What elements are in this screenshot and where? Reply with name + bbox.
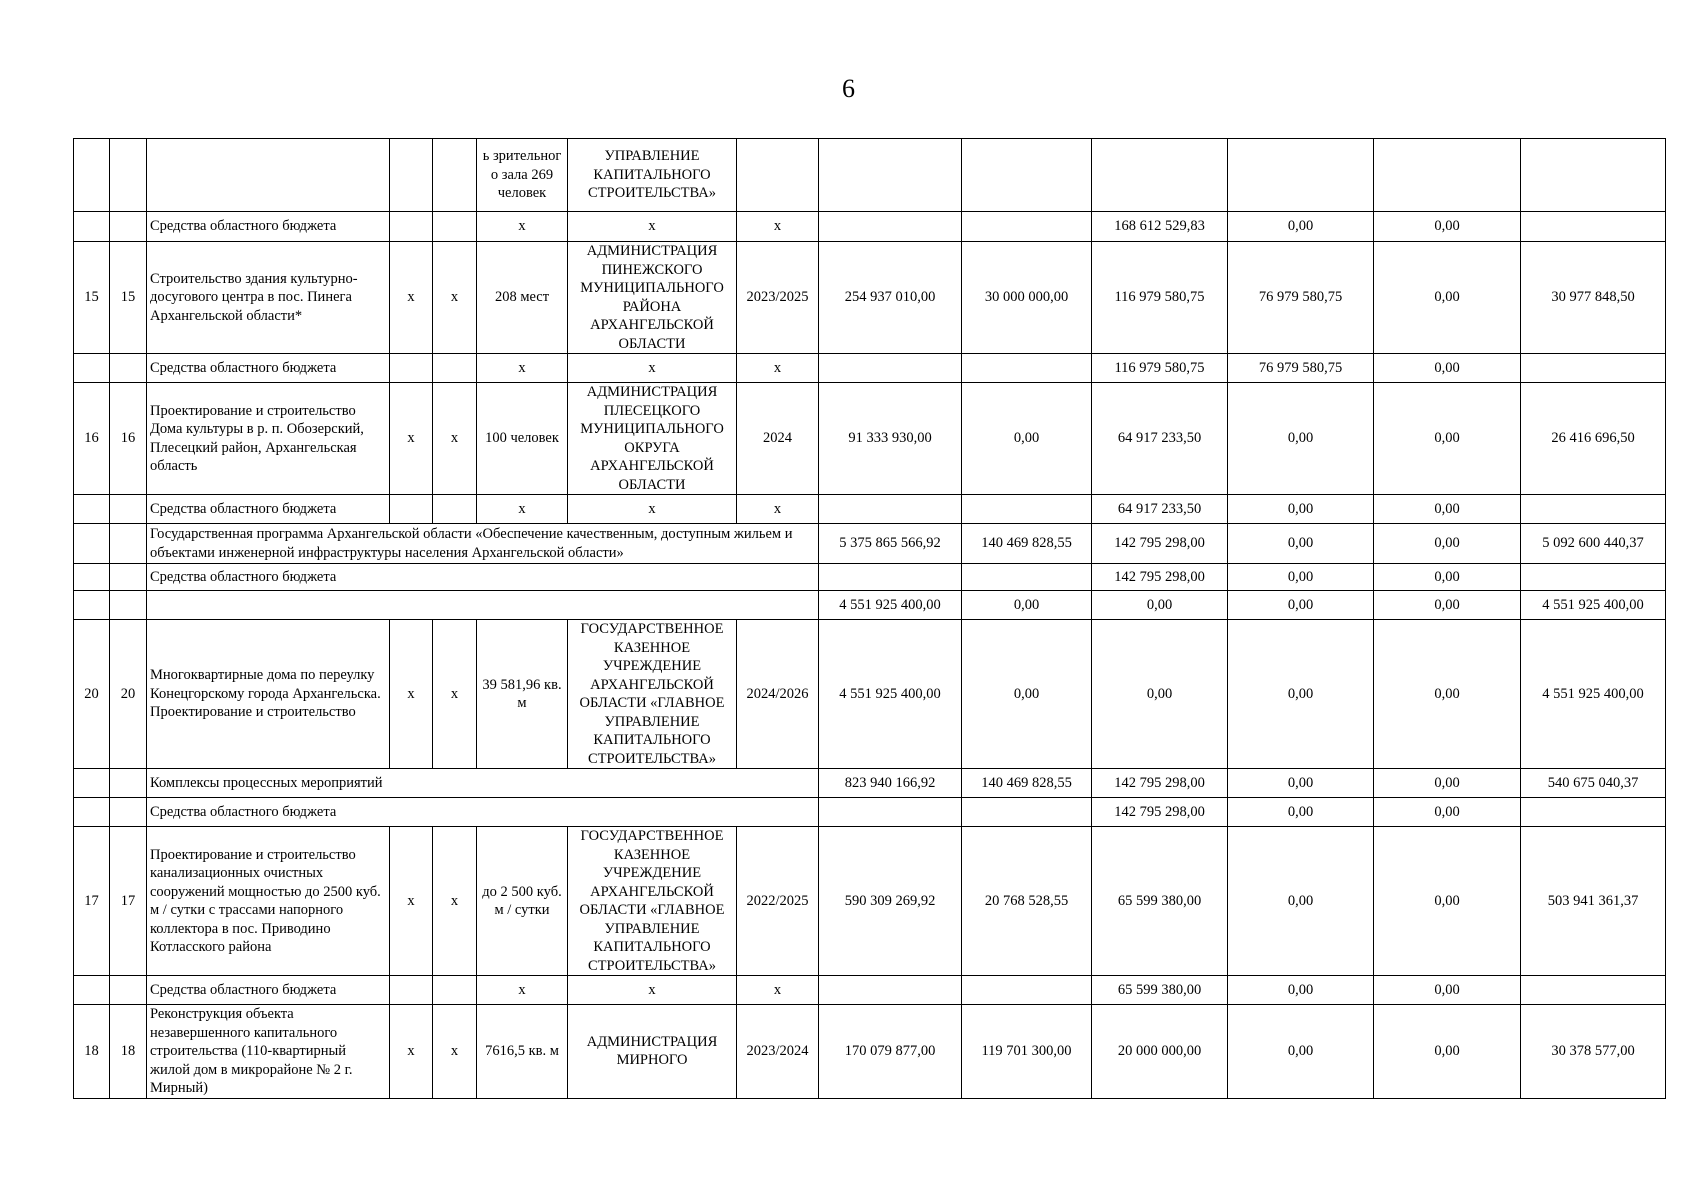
program-label: Комплексы процессных мероприятий <box>147 769 819 798</box>
amount-v4 <box>1228 139 1374 212</box>
mark-cell <box>390 495 433 524</box>
mark-cell: х <box>390 620 433 769</box>
table-row <box>74 242 1666 354</box>
amount-v5: 0,00 <box>1374 798 1521 827</box>
table-row <box>74 212 1666 242</box>
mark-cell <box>433 212 477 242</box>
capacity-cell: ь зрительног о зала 269 человек <box>477 139 568 212</box>
capacity-cell: 7616,5 кв. м <box>477 1005 568 1099</box>
mark-cell: х <box>568 212 737 242</box>
object-name <box>147 139 390 212</box>
object-name: Реконструкция объекта незавершенного капитального строительства (110-квартирный жилой дом в микрорайоне № 2 г. Мирный) <box>147 1005 390 1099</box>
amount-v1: 4 551 925 400,00 <box>819 620 962 769</box>
amount-v1 <box>819 139 962 212</box>
amount-v4: 0,00 <box>1228 495 1374 524</box>
mark-cell: х <box>390 242 433 354</box>
mark-cell: х <box>390 383 433 495</box>
table-row <box>74 769 1666 798</box>
amount-v5: 0,00 <box>1374 976 1521 1005</box>
period-cell: 2024/2026 <box>737 620 819 769</box>
amount-v3: 116 979 580,75 <box>1092 242 1228 354</box>
organization-cell: ГОСУДАРСТВЕННОЕ КАЗЕННОЕ УЧРЕЖДЕНИЕ АРХАНГЕЛЬСКОЙ ОБЛАСТИ «ГЛАВНОЕ УПРАВЛЕНИЕ КАПИТАЛЬНОГО СТРОИТЕЛЬСТВА» <box>568 620 737 769</box>
mark-cell <box>433 976 477 1005</box>
row-number-secondary <box>110 591 147 620</box>
amount-v4: 76 979 580,75 <box>1228 354 1374 383</box>
amount-v3: 116 979 580,75 <box>1092 354 1228 383</box>
amount-v1: 5 375 865 566,92 <box>819 524 962 564</box>
row-number: 15 <box>74 242 110 354</box>
amount-v4: 0,00 <box>1228 769 1374 798</box>
row-number-secondary: 17 <box>110 827 147 976</box>
mark-cell <box>390 212 433 242</box>
row-number-secondary: 20 <box>110 620 147 769</box>
amount-v5: 0,00 <box>1374 524 1521 564</box>
organization-cell: АДМИНИСТРАЦИЯ ПЛЕСЕЦКОГО МУНИЦИПАЛЬНОГО ОКРУГА АРХАНГЕЛЬСКОЙ ОБЛАСТИ <box>568 383 737 495</box>
object-name: Проектирование и строительство Дома культуры в р. п. Обозерский, Плесецкий район, Архангельская область <box>147 383 390 495</box>
row-number <box>74 591 110 620</box>
budget-source-label: Средства областного бюджета <box>147 976 390 1005</box>
row-number: 18 <box>74 1005 110 1099</box>
period-cell: 2024 <box>737 383 819 495</box>
object-name: Строительство здания культурно-досугового центра в пос. Пинега Архангельской области* <box>147 242 390 354</box>
amount-v6 <box>1521 212 1666 242</box>
amount-v3: 64 917 233,50 <box>1092 383 1228 495</box>
amount-v5: 0,00 <box>1374 383 1521 495</box>
table-row <box>74 798 1666 827</box>
amount-v5: 0,00 <box>1374 827 1521 976</box>
table-row <box>74 495 1666 524</box>
mark-cell: х <box>390 827 433 976</box>
program-label: Государственная программа Архангельской области «Обеспечение качественным, доступным жильем и объектами инженерной инфраструктуры населения Архангельской области» <box>147 524 819 564</box>
mark-cell: х <box>433 1005 477 1099</box>
budget-source-label: Средства областного бюджета <box>147 354 390 383</box>
amount-v4: 76 979 580,75 <box>1228 242 1374 354</box>
mark-cell <box>390 139 433 212</box>
amount-v4: 0,00 <box>1228 620 1374 769</box>
amount-v6 <box>1521 139 1666 212</box>
amount-v1: 170 079 877,00 <box>819 1005 962 1099</box>
amount-v3: 20 000 000,00 <box>1092 1005 1228 1099</box>
amount-v4: 0,00 <box>1228 383 1374 495</box>
row-number: 17 <box>74 827 110 976</box>
mark-cell: х <box>433 242 477 354</box>
amount-v2: 30 000 000,00 <box>962 242 1092 354</box>
budget-table <box>73 138 1666 1099</box>
amount-v6: 503 941 361,37 <box>1521 827 1666 976</box>
amount-v4: 0,00 <box>1228 591 1374 620</box>
amount-v1 <box>819 976 962 1005</box>
amount-v2 <box>962 976 1092 1005</box>
amount-v2: 0,00 <box>962 591 1092 620</box>
mark-cell <box>433 354 477 383</box>
amount-v1: 823 940 166,92 <box>819 769 962 798</box>
amount-v5: 0,00 <box>1374 1005 1521 1099</box>
row-number-secondary <box>110 976 147 1005</box>
organization-cell: ГОСУДАРСТВЕННОЕ КАЗЕННОЕ УЧРЕЖДЕНИЕ АРХАНГЕЛЬСКОЙ ОБЛАСТИ «ГЛАВНОЕ УПРАВЛЕНИЕ КАПИТАЛЬНОГО СТРОИТЕЛЬСТВА» <box>568 827 737 976</box>
amount-v2: 0,00 <box>962 620 1092 769</box>
amount-v6 <box>1521 564 1666 591</box>
amount-v5: 0,00 <box>1374 495 1521 524</box>
mark-cell: х <box>390 1005 433 1099</box>
table-row <box>74 620 1666 769</box>
amount-v2: 20 768 528,55 <box>962 827 1092 976</box>
mark-cell: х <box>568 495 737 524</box>
amount-v6: 4 551 925 400,00 <box>1521 591 1666 620</box>
amount-v3: 65 599 380,00 <box>1092 827 1228 976</box>
period-cell: 2023/2025 <box>737 242 819 354</box>
amount-v1: 4 551 925 400,00 <box>819 591 962 620</box>
row-number <box>74 976 110 1005</box>
amount-v2 <box>962 495 1092 524</box>
amount-v6: 4 551 925 400,00 <box>1521 620 1666 769</box>
amount-v3: 142 795 298,00 <box>1092 769 1228 798</box>
mark-cell: х <box>477 495 568 524</box>
mark-cell: х <box>477 354 568 383</box>
table-row <box>74 827 1666 976</box>
mark-cell: х <box>433 383 477 495</box>
amount-v1 <box>819 495 962 524</box>
capacity-cell: до 2 500 куб. м / сутки <box>477 827 568 976</box>
mark-cell: х <box>477 976 568 1005</box>
amount-v5: 0,00 <box>1374 212 1521 242</box>
mark-cell: х <box>477 212 568 242</box>
amount-v6: 5 092 600 440,37 <box>1521 524 1666 564</box>
table-row <box>74 1005 1666 1099</box>
amount-v5: 0,00 <box>1374 354 1521 383</box>
row-number-secondary: 18 <box>110 1005 147 1099</box>
table-row <box>74 564 1666 591</box>
table-row <box>74 139 1666 212</box>
row-number-secondary <box>110 495 147 524</box>
budget-source-label: Средства областного бюджета <box>147 564 819 591</box>
amount-v3 <box>1092 139 1228 212</box>
mark-cell <box>390 976 433 1005</box>
table-row <box>74 524 1666 564</box>
row-number <box>74 524 110 564</box>
amount-v6 <box>1521 354 1666 383</box>
mark-cell: х <box>568 976 737 1005</box>
row-number-secondary <box>110 354 147 383</box>
mark-cell <box>433 139 477 212</box>
amount-v4: 0,00 <box>1228 524 1374 564</box>
amount-v3: 64 917 233,50 <box>1092 495 1228 524</box>
amount-v2 <box>962 139 1092 212</box>
organization-cell: АДМИНИСТРАЦИЯ ПИНЕЖСКОГО МУНИЦИПАЛЬНОГО РАЙОНА АРХАНГЕЛЬСКОЙ ОБЛАСТИ <box>568 242 737 354</box>
organization-cell: АДМИНИСТРАЦИЯ МИРНОГО <box>568 1005 737 1099</box>
mark-cell: х <box>737 354 819 383</box>
mark-cell: х <box>737 495 819 524</box>
amount-v3: 0,00 <box>1092 591 1228 620</box>
row-number-secondary: 16 <box>110 383 147 495</box>
amount-v6: 540 675 040,37 <box>1521 769 1666 798</box>
row-number <box>74 495 110 524</box>
amount-v5: 0,00 <box>1374 564 1521 591</box>
table-row <box>74 591 1666 620</box>
row-number <box>74 212 110 242</box>
amount-v6: 30 378 577,00 <box>1521 1005 1666 1099</box>
amount-v6 <box>1521 798 1666 827</box>
row-number-secondary <box>110 564 147 591</box>
amount-v2 <box>962 564 1092 591</box>
row-number: 16 <box>74 383 110 495</box>
amount-v1 <box>819 798 962 827</box>
table-row <box>74 976 1666 1005</box>
mark-cell: х <box>433 827 477 976</box>
period-cell: 2023/2024 <box>737 1005 819 1099</box>
mark-cell: х <box>737 212 819 242</box>
amount-v1: 254 937 010,00 <box>819 242 962 354</box>
row-number-secondary <box>110 212 147 242</box>
period-cell: 2022/2025 <box>737 827 819 976</box>
budget-source-label: Средства областного бюджета <box>147 798 819 827</box>
budget-source-label: Средства областного бюджета <box>147 212 390 242</box>
mark-cell: х <box>568 354 737 383</box>
amount-v3: 142 795 298,00 <box>1092 798 1228 827</box>
amount-v1 <box>819 354 962 383</box>
mark-cell <box>390 354 433 383</box>
table-row <box>74 354 1666 383</box>
amount-v4: 0,00 <box>1228 798 1374 827</box>
amount-v2 <box>962 798 1092 827</box>
amount-v2 <box>962 354 1092 383</box>
amount-v1 <box>819 212 962 242</box>
amount-v2: 0,00 <box>962 383 1092 495</box>
amount-v6: 26 416 696,50 <box>1521 383 1666 495</box>
row-number <box>74 354 110 383</box>
row-number <box>74 769 110 798</box>
amount-v6 <box>1521 495 1666 524</box>
amount-v1: 91 333 930,00 <box>819 383 962 495</box>
capacity-cell: 39 581,96 кв. м <box>477 620 568 769</box>
amount-v1 <box>819 564 962 591</box>
amount-v3: 142 795 298,00 <box>1092 524 1228 564</box>
amount-v5: 0,00 <box>1374 769 1521 798</box>
amount-v6: 30 977 848,50 <box>1521 242 1666 354</box>
amount-v2 <box>962 212 1092 242</box>
amount-v2: 140 469 828,55 <box>962 524 1092 564</box>
amount-v4: 0,00 <box>1228 827 1374 976</box>
amount-v3: 65 599 380,00 <box>1092 976 1228 1005</box>
row-number <box>74 798 110 827</box>
row-number-secondary: 15 <box>110 242 147 354</box>
mark-cell <box>433 495 477 524</box>
row-number: 20 <box>74 620 110 769</box>
amount-v6 <box>1521 976 1666 1005</box>
row-number-secondary <box>110 798 147 827</box>
amount-v5: 0,00 <box>1374 591 1521 620</box>
amount-v5 <box>1374 139 1521 212</box>
amount-v2: 119 701 300,00 <box>962 1005 1092 1099</box>
mark-cell: х <box>433 620 477 769</box>
mark-cell: х <box>737 976 819 1005</box>
amount-v3: 0,00 <box>1092 620 1228 769</box>
amount-v5: 0,00 <box>1374 242 1521 354</box>
budget-source-label: Средства областного бюджета <box>147 495 390 524</box>
row-number-secondary <box>110 524 147 564</box>
amount-v3: 168 612 529,83 <box>1092 212 1228 242</box>
table-row <box>74 383 1666 495</box>
organization-cell: УПРАВЛЕНИЕ КАПИТАЛЬНОГО СТРОИТЕЛЬСТВА» <box>568 139 737 212</box>
object-name: Многоквартирные дома по переулку Конецгорскому города Архангельска. Проектирование и строительство <box>147 620 390 769</box>
amount-v4: 0,00 <box>1228 564 1374 591</box>
capacity-cell: 208 мест <box>477 242 568 354</box>
row-number-secondary <box>110 769 147 798</box>
row-number-secondary <box>110 139 147 212</box>
amount-v3: 142 795 298,00 <box>1092 564 1228 591</box>
row-number <box>74 139 110 212</box>
amount-v4: 0,00 <box>1228 1005 1374 1099</box>
amount-v4: 0,00 <box>1228 976 1374 1005</box>
amount-v1: 590 309 269,92 <box>819 827 962 976</box>
object-name: Проектирование и строительство канализационных очистных сооружений мощностью до 2500 куб. м / сутки с трассами напорного коллектора в пос. Приводино Котласского района <box>147 827 390 976</box>
period-cell <box>737 139 819 212</box>
program-label <box>147 591 819 620</box>
page-number: 6 <box>842 74 855 103</box>
amount-v2: 140 469 828,55 <box>962 769 1092 798</box>
capacity-cell: 100 человек <box>477 383 568 495</box>
row-number <box>74 564 110 591</box>
amount-v5: 0,00 <box>1374 620 1521 769</box>
amount-v4: 0,00 <box>1228 212 1374 242</box>
